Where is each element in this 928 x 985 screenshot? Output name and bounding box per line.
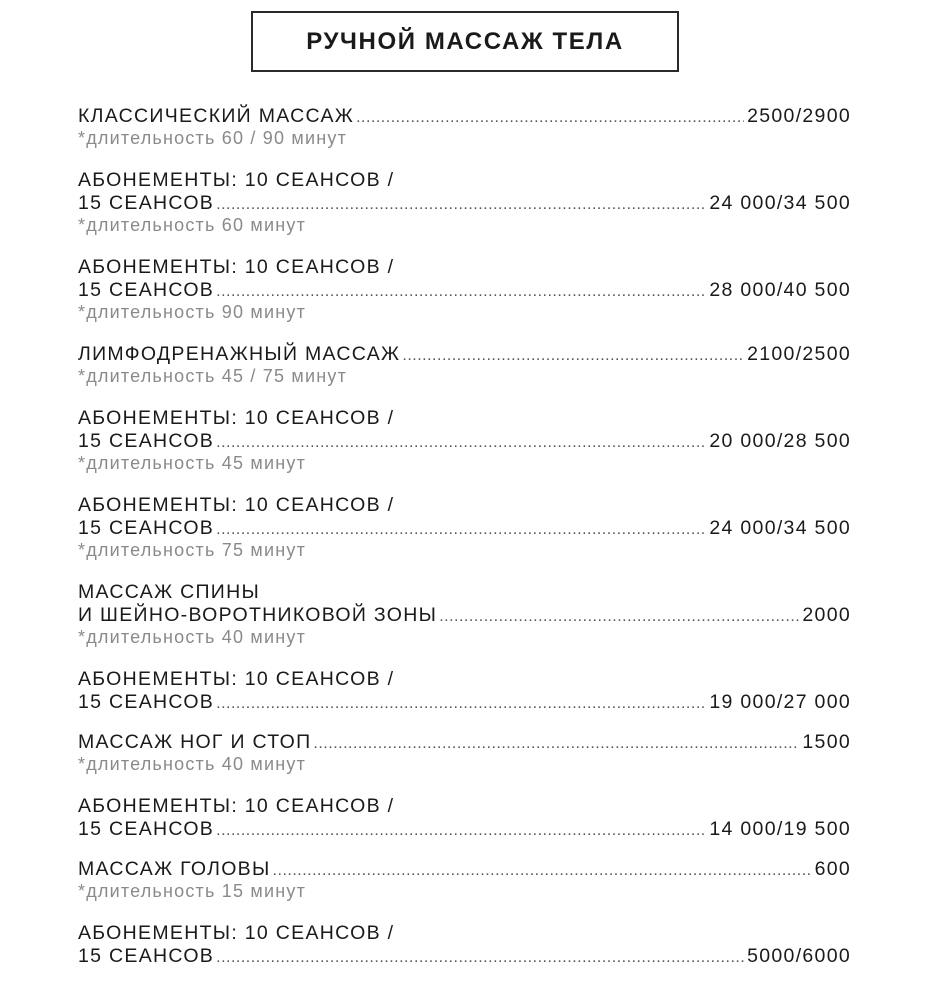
service-price: 19 000/27 000: [709, 691, 851, 713]
dot-leader: [216, 946, 744, 969]
service-price: 14 000/19 500: [709, 818, 851, 840]
dot-leader: [402, 344, 744, 367]
title-box: [251, 11, 679, 72]
page-title: РУЧНОЙ МАССАЖ ТЕЛА: [306, 27, 624, 55]
price-item: [78, 731, 851, 775]
service-name: 15 СЕАНСОВ: [78, 279, 215, 301]
duration-note: *длительность 75 минут: [78, 540, 307, 560]
service-price-line: [78, 430, 851, 453]
service-name: АБОНЕМЕНТЫ: 10 СЕАНСОВ /: [78, 494, 395, 516]
price-list: [78, 105, 851, 985]
price-item: [78, 256, 851, 323]
service-name: АБОНЕМЕНТЫ: 10 СЕАНСОВ /: [78, 668, 395, 690]
service-name-line: [78, 256, 851, 279]
service-name: АБОНЕМЕНТЫ: 10 СЕАНСОВ /: [78, 256, 395, 278]
service-name: И ШЕЙНО-ВОРОТНИКОВОЙ ЗОНЫ: [78, 604, 438, 626]
duration-note: *длительность 40 минут: [78, 754, 307, 774]
service-name: 15 СЕАНСОВ: [78, 818, 215, 840]
service-price-line: [78, 691, 851, 714]
price-item: [78, 858, 851, 902]
dot-leader: [273, 859, 812, 882]
duration-note: *длительность 40 минут: [78, 627, 307, 647]
service-name-line: [78, 668, 851, 691]
service-name: АБОНЕМЕНТЫ: 10 СЕАНСОВ /: [78, 795, 395, 817]
service-name: КЛАССИЧЕСКИЙ МАССАЖ: [78, 105, 355, 127]
service-price: 5000/6000: [747, 945, 851, 967]
duration-note: *длительность 60 минут: [78, 215, 307, 235]
service-price: 28 000/40 500: [709, 279, 851, 301]
service-name: 15 СЕАНСОВ: [78, 691, 215, 713]
service-name-line: [78, 795, 851, 818]
service-name: АБОНЕМЕНТЫ: 10 СЕАНСОВ /: [78, 922, 395, 944]
service-price: 600: [814, 858, 851, 880]
service-name-line: [78, 922, 851, 945]
service-name: 15 СЕАНСОВ: [78, 192, 215, 214]
service-price: 20 000/28 500: [709, 430, 851, 452]
service-name: 15 СЕАНСОВ: [78, 517, 215, 539]
service-price-line: [78, 105, 851, 128]
price-item: [78, 795, 851, 841]
service-name: ЛИМФОДРЕНАЖНЫЙ МАССАЖ: [78, 343, 401, 365]
service-name-line: [78, 494, 851, 517]
service-price: 24 000/34 500: [709, 517, 851, 539]
service-price-line: [78, 279, 851, 302]
service-price: 2500/2900: [747, 105, 851, 127]
price-item: [78, 169, 851, 236]
service-name: МАССАЖ ГОЛОВЫ: [78, 858, 271, 880]
service-name-line: [78, 169, 851, 192]
dot-leader: [216, 280, 706, 303]
price-item: [78, 494, 851, 561]
dot-leader: [216, 518, 706, 541]
service-price: 1500: [802, 731, 851, 753]
duration-note: *длительность 45 / 75 минут: [78, 366, 348, 386]
dot-leader: [439, 605, 799, 628]
duration-note: *длительность 90 минут: [78, 302, 307, 322]
price-item: [78, 668, 851, 714]
duration-note: *длительность 60 / 90 минут: [78, 128, 348, 148]
service-name: МАССАЖ НОГ И СТОП: [78, 731, 312, 753]
service-name: АБОНЕМЕНТЫ: 10 СЕАНСОВ /: [78, 169, 395, 191]
service-name: 15 СЕАНСОВ: [78, 945, 215, 967]
service-price-line: [78, 731, 851, 754]
duration-note: *длительность 15 минут: [78, 881, 307, 901]
service-price: 24 000/34 500: [709, 192, 851, 214]
price-item: [78, 581, 851, 648]
price-item: [78, 407, 851, 474]
dot-leader: [216, 193, 706, 216]
duration-note: *длительность 45 минут: [78, 453, 307, 473]
service-name: МАССАЖ СПИНЫ: [78, 581, 261, 603]
service-name-line: [78, 407, 851, 430]
service-price-line: [78, 858, 851, 881]
service-name-line: [78, 581, 851, 604]
service-price-line: [78, 945, 851, 968]
service-price-line: [78, 343, 851, 366]
service-price-line: [78, 192, 851, 215]
service-price: 2100/2500: [747, 343, 851, 365]
dot-leader: [216, 819, 706, 842]
service-price: 2000: [802, 604, 851, 626]
service-name: АБОНЕМЕНТЫ: 10 СЕАНСОВ /: [78, 407, 395, 429]
dot-leader: [313, 732, 799, 755]
service-price-line: [78, 604, 851, 627]
service-price-line: [78, 818, 851, 841]
dot-leader: [356, 106, 744, 129]
price-item: [78, 105, 851, 149]
price-item: [78, 922, 851, 968]
service-price-line: [78, 517, 851, 540]
price-item: [78, 343, 851, 387]
service-name: 15 СЕАНСОВ: [78, 430, 215, 452]
dot-leader: [216, 431, 706, 454]
dot-leader: [216, 692, 706, 715]
